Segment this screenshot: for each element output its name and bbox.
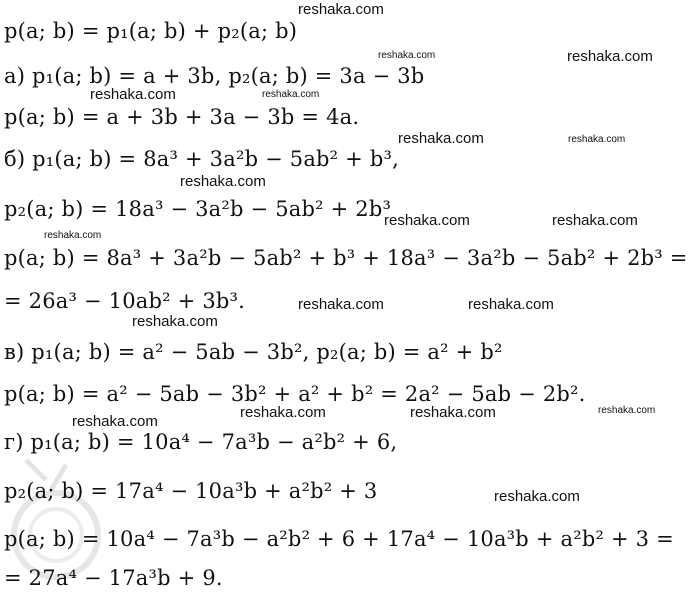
watermark: reshaka.com xyxy=(552,212,638,229)
line-d-p1: г) p₁(a; b) = 10a⁴ − 7a³b − a²b² + 6, xyxy=(4,430,398,454)
watermark: reshaka.com xyxy=(468,296,554,313)
watermark: reshaka.com xyxy=(568,134,626,145)
watermark: reshaka.com xyxy=(598,405,656,416)
watermark: reshaka.com xyxy=(398,130,484,147)
watermark: reshaka.com xyxy=(410,404,496,421)
line-b-result: = 26a³ − 10ab² + 3b³. xyxy=(4,289,246,313)
line-b-sum: p(a; b) = 8a³ + 3a²b − 5ab² + b³ + 18a³ − 3a²b − 5ab² + 2b³ = xyxy=(4,246,688,270)
watermark: reshaka.com xyxy=(567,48,653,65)
watermark: reshaka.com xyxy=(132,313,218,330)
watermark: reshaka.com xyxy=(240,404,326,421)
watermark: reshaka.com xyxy=(298,1,384,18)
watermark: reshaka.com xyxy=(44,230,102,241)
line-d-p2: p₂(a; b) = 17a⁴ − 10a³b + a²b² + 3 xyxy=(4,479,378,503)
watermark: reshaka.com xyxy=(72,413,158,430)
watermark: reshaka.com xyxy=(494,488,580,505)
line-d-result: = 27a⁴ − 17a³b + 9. xyxy=(4,566,223,590)
line-a-result: p(a; b) = a + 3b + 3a − 3b = 4a. xyxy=(4,105,360,129)
watermark: reshaka.com xyxy=(298,296,384,313)
watermark: reshaka.com xyxy=(384,212,470,229)
watermark: reshaka.com xyxy=(262,89,320,100)
watermark: reshaka.com xyxy=(180,173,266,190)
line-b-p1: б) p₁(a; b) = 8a³ + 3a²b − 5ab² + b³, xyxy=(4,147,399,171)
line-a-definitions: а) p₁(a; b) = a + 3b, p₂(a; b) = 3a − 3b xyxy=(4,64,425,88)
line-c-result: p(a; b) = a² − 5ab − 3b² + a² + b² = 2a² − 5ab − 2b². xyxy=(4,382,586,406)
line-c-definitions: в) p₁(a; b) = a² − 5ab − 3b², p₂(a; b) = a² + b² xyxy=(4,340,503,364)
line-d-sum: p(a; b) = 10a⁴ − 7a³b − a²b² + 6 + 17a⁴ − 10a³b + a²b² + 3 = xyxy=(4,527,674,551)
line-b-p2: p₂(a; b) = 18a³ − 3a²b − 5ab² + 2b³ xyxy=(4,197,392,221)
watermark: reshaka.com xyxy=(90,86,176,103)
line-formula-sum: p(a; b) = p₁(a; b) + p₂(a; b) xyxy=(4,19,298,43)
watermark: reshaka.com xyxy=(378,50,436,61)
